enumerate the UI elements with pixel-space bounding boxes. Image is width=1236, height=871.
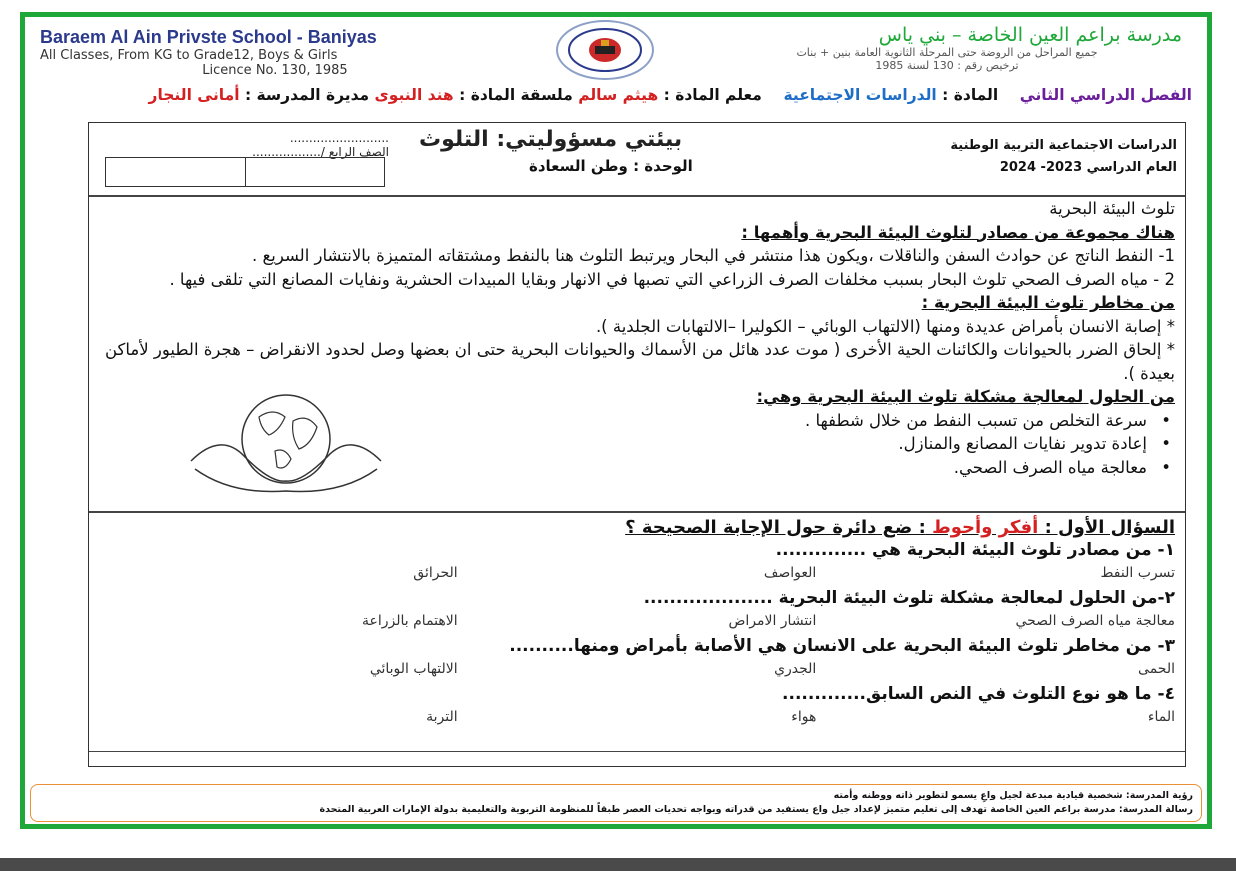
score-boxes	[105, 157, 385, 187]
subject-name: الدراسات الاجتماعية	[783, 86, 937, 104]
sources-heading: هناك مجموعة من مصادر لتلوث البيئة البحرية وأهمها :	[741, 222, 1175, 242]
vision-text: رؤية المدرسة: شخصية قيادية مبدعة لجيل واعِ يسمو لتطوير ذاته ووطنه وأمته	[833, 790, 1193, 801]
option[interactable]: الجدري	[774, 661, 817, 677]
principal-label: مديرة المدرسة :	[244, 86, 370, 104]
principal-name: أمانى النجار	[148, 86, 240, 104]
options-4	[99, 704, 1175, 730]
globe-hands-icon	[181, 391, 391, 501]
source-2: 2 - مياه الصرف الصحي تلوث البحار بسبب مخلفات الصرف الزراعي التي تصبها في الانهار وبقايا المبيدات الحشرية ونفايات المصانع التي تلقى فيها .	[169, 269, 1175, 289]
danger-2: * إلحاق الضرر بالحيوانات والكائنات الحية الأخرى ( موت عدد هائل من الأسماك والحيوانات البحرية حتى ان بعضها وصل لحدود الانقراض – هجرة الطيور لأماكن بعيدة ).	[104, 340, 1175, 383]
question-2: ٢-من الحلول لمعالجة مشكلة تلوث البيئة البحرية ....................	[643, 588, 1175, 608]
topic-heading: تلوث البيئة البحرية	[1049, 199, 1175, 218]
subject-label: المادة :	[942, 86, 999, 104]
options-1	[99, 560, 1175, 586]
bottom-bar	[0, 858, 1236, 871]
question-1: ١- من مصادر تلوث البيئة البحرية هي ..............	[775, 540, 1175, 560]
name-field	[109, 131, 389, 159]
solutions-heading: من الحلول لمعالجة مشكلة تلوث البيئة البحرية وهي:	[756, 387, 1175, 406]
licence-ar: ترخيص رقم : 130 لسنة 1985	[875, 59, 1019, 72]
mission-text: رسالة المدرسة: مدرسة براعم العين الخاصة تهدف إلى تعليم متميز لإعداد جيل واع يستفيد من قدراته ويواجه تحديات العصر طبقاً للمنظومة التربوية والتعليمية بدولة الإمارات العربية المتحدة	[319, 804, 1193, 815]
worksheet-subject	[950, 135, 1177, 179]
option[interactable]: الحرائق	[413, 565, 458, 581]
option[interactable]: هواء	[791, 709, 817, 725]
teacher-label: معلم المادة :	[663, 86, 762, 104]
dots-line: ..........................	[289, 131, 389, 145]
question-3: ٣- من مخاطر تلوث البيئة البحرية على الانسان هي الأصابة بأمراض ومنها..........	[509, 636, 1175, 656]
option[interactable]: التربة	[426, 709, 458, 725]
school-logo	[556, 20, 654, 80]
question-section	[89, 511, 1185, 763]
worksheet-header	[89, 123, 1185, 197]
next-section-cut	[89, 751, 1185, 767]
option[interactable]: انتشار الامراض	[728, 613, 817, 629]
school-footer	[30, 784, 1202, 822]
worksheet-unit: الوحدة : وطن السعادة	[529, 157, 693, 175]
worksheet-image	[88, 122, 1186, 767]
question-title-prefix: السؤال الأول :	[1044, 517, 1175, 538]
classes-ar: جميع المراحل من الروضة حتى المرحلة الثانوية العامة بنين + بنات	[796, 46, 1098, 59]
option[interactable]: الحمى	[1138, 661, 1175, 677]
list-item: • سرعة التخلص من تسبب النفط من خلال شطفها .	[99, 409, 1147, 433]
header-arabic	[712, 24, 1182, 72]
school-name-ar: مدرسة براعم العين الخاصة – بني ياس	[878, 24, 1182, 46]
header-english	[40, 27, 520, 78]
licence-en: Licence No. 130, 1985	[202, 63, 348, 78]
question-title	[99, 517, 1175, 538]
list-item: • معالجة مياه الصرف الصحي.	[99, 456, 1147, 480]
options-2	[99, 608, 1175, 634]
dangers-heading: من مخاطر تلوث البيئة البحرية :	[921, 293, 1175, 312]
option[interactable]: تسرب النفط	[1100, 565, 1175, 581]
term: الفصل الدراسي الثاني	[1019, 86, 1192, 104]
option[interactable]: الماء	[1147, 709, 1175, 725]
logo-emblem-icon	[565, 26, 645, 74]
subject-line: الدراسات الاجتماعية التربية الوطنية	[950, 138, 1177, 153]
option[interactable]: الالتهاب الوبائي	[369, 661, 458, 677]
question-title-suffix: : ضع دائرة حول الإجابة الصحيحة ؟	[625, 517, 926, 538]
danger-1: * إصابة الانسان بأمراض عديدة ومنها (الالتهاب الوبائي – الكوليرا –الالتهابات الجلدية ).	[595, 316, 1175, 336]
questions	[99, 517, 1175, 730]
coordinator-label: ملسقة المادة :	[459, 86, 573, 104]
option[interactable]: العواصف	[763, 565, 817, 581]
grade-field: الصف الرابع /..................	[252, 145, 389, 159]
staff-line	[40, 86, 1192, 104]
coordinator-name: هند النبوى	[374, 86, 454, 104]
school-name-en: Baraem Al Ain Privste School - Baniyas	[40, 27, 377, 47]
option[interactable]: معالجة مياه الصرف الصحي	[1015, 613, 1175, 629]
teacher-name: هيثم سالم	[578, 86, 659, 104]
list-item: • إعادة تدوير نفايات المصانع والمنازل.	[99, 432, 1147, 456]
year-line: العام الدراسي 2023- 2024	[999, 160, 1177, 175]
worksheet-title: بيئتي مسؤوليتي: التلوث	[419, 127, 683, 152]
options-3	[99, 656, 1175, 682]
option[interactable]: الاهتمام بالزراعة	[362, 613, 458, 629]
source-1: 1- النفط الناتج عن حوادث السفن والناقلات ،ويكون هذا منتشر في البحار ويرتبط التلوث هنا بالنفط ومشتقاته المتميزة بالانتشار السريع .	[251, 246, 1175, 265]
question-title-highlight: أفكر وأحوط	[932, 517, 1039, 538]
question-4: ٤- ما هو نوع التلوث في النص السابق.............	[782, 684, 1175, 704]
classes-en: All Classes, From KG to Grade12, Boys & Girls	[40, 48, 338, 63]
